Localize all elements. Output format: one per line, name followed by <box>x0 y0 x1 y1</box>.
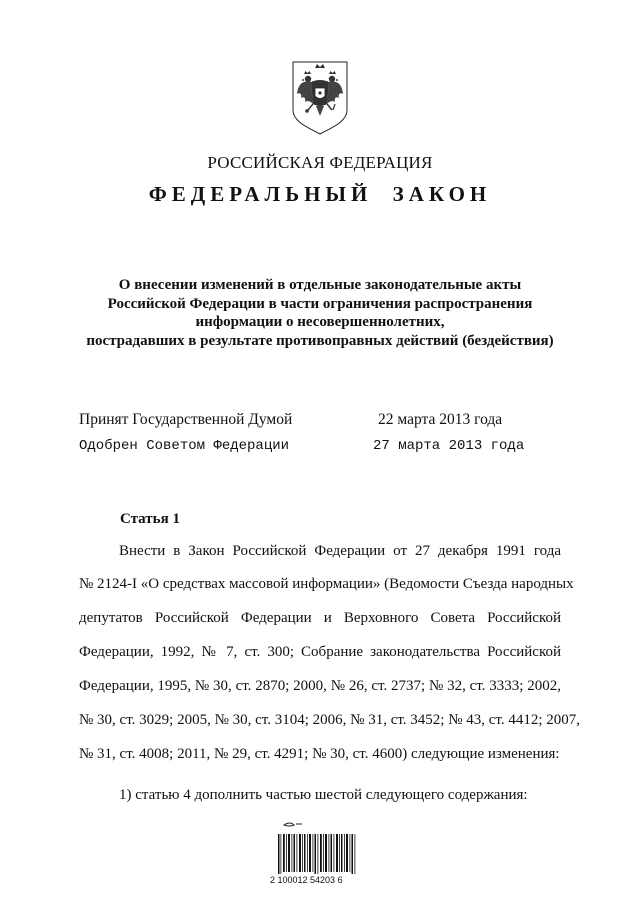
article-text-line: Внести в Закон Российской Федерации от 27 декабря 1991 года <box>119 543 561 559</box>
council-approval-date: 27 марта 2013 года <box>373 438 525 454</box>
article-text-line: Федерации, 1992, № 7, ст. 300; Собрание законодательства Российской <box>79 644 561 660</box>
duma-adoption-date: 22 марта 2013 года <box>378 411 503 428</box>
law-subject <box>60 276 580 350</box>
barcode-image <box>270 822 370 902</box>
subject-line: Российской Федерации в части ограничения распространения <box>107 295 533 312</box>
subject-line: пострадавших в результате противоправных действий (бездействия) <box>86 332 554 349</box>
article-text-line: Федерации, 1995, № 30, ст. 2870; 2000, № 26, ст. 2737; № 32, ст. 3333; 2002, <box>79 678 561 694</box>
subject-line: О внесении изменений в отдельные законодательные акты <box>118 277 522 293</box>
barcode-number: 2 100012 54203 6 <box>270 875 343 885</box>
article-text-line: депутатов Российской Федерации и Верховного Совета Российской <box>79 610 561 626</box>
duma-adoption-label: Принят Государственной Думой <box>79 411 293 428</box>
subject-line: информации о несовершеннолетних, <box>195 314 445 330</box>
article-text-line: № 31, ст. 4008; 2011, № 29, ст. 4291; № 30, ст. 4600) следующие изменения: <box>79 746 560 762</box>
article-text-line: № 2124-I «О средствах массовой информации» (Ведомости Съезда народных <box>79 576 574 592</box>
law-type-heading: ФЕДЕРАЛЬНЫЙ ЗАКОН <box>148 182 492 206</box>
country-name: РОССИЙСКАЯ ФЕДЕРАЦИЯ <box>207 153 433 172</box>
article-title: Статья 1 <box>120 511 180 527</box>
article-item: 1) статью 4 дополнить частью шестой следующего содержания: <box>119 787 528 803</box>
council-approval-label: Одобрен Советом Федерации <box>79 438 290 454</box>
coat-of-arms-emblem <box>289 58 351 136</box>
article-text-line: № 30, ст. 3029; 2005, № 30, ст. 3104; 2006, № 31, ст. 3452; № 43, ст. 4412; 2007, <box>79 712 581 728</box>
